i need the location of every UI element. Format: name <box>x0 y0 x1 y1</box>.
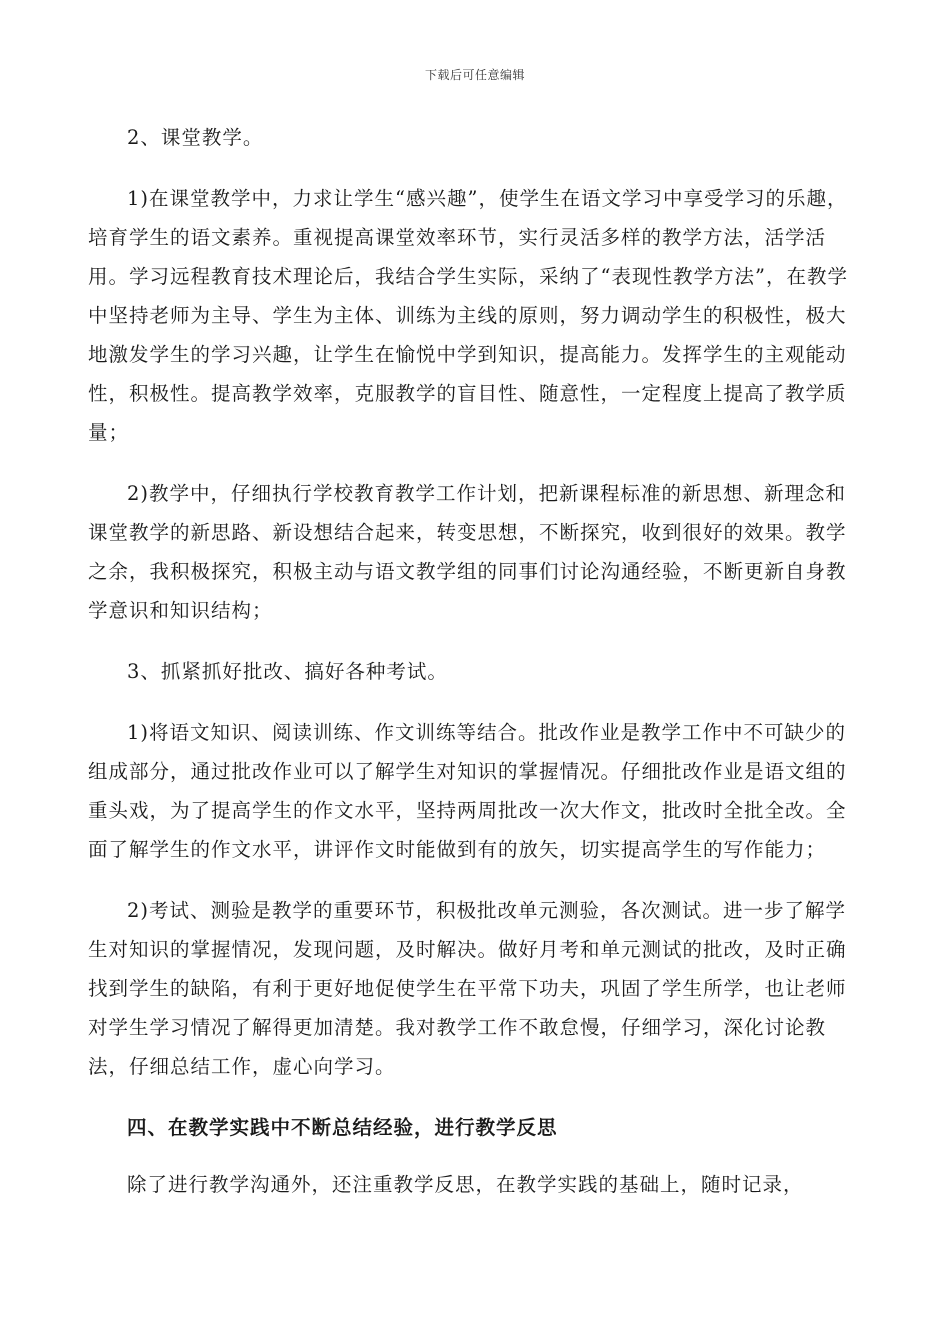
page-header: 下载后可任意编辑 <box>424 68 525 82</box>
body-paragraph: 2)考试、测验是教学的重要环节，积极批改单元测验，各次测试。进一步了解学生对知识的掌握情况，发现问题，及时解决。做好月考和单元测试的批改，及时正确找到学生的缺陷，有利于更好地促使学生在平常下功夫，巩固了学生所学，也让老师对学生学习情况了解得更加清楚。我对教学工作不敢怠慢，仔细学习，深化讨论教法，仔细总结工作，虚心向学习。 <box>88 899 847 1078</box>
subsection-heading: 2、课堂教学。 <box>127 126 264 149</box>
body-paragraph: 1)在课堂教学中，力求让学生“感兴趣”，使学生在语文学习中享受学习的乐趣，培育学生的语文素养。重视提高课堂效率环节，实行灵活多样的教学方法，活学活用。学习远程教育技术理论后，我结合学生实际，采纳了“表现性教学方法”，在教学中坚持老师为主导、学生为主体、训练为主线的原则，努力调动学生的积极性，极大地激发学生的学习兴趣，让学生在愉悦中学到知识，提高能力。发挥学生的主观能动性，积极性。提高教学效率，克服教学的盲目性、随意性，一定程度上提高了教学质量； <box>88 187 848 444</box>
body-paragraph: 除了进行教学沟通外，还注重教学反思，在教学实践的基础上，随时记录， <box>127 1173 804 1196</box>
subsection-heading: 3、抓紧抓好批改、搞好各种考试。 <box>127 660 448 683</box>
body-paragraph: 2)教学中，仔细执行学校教育教学工作计划，把新课程标准的新思想、新理念和课堂教学的新思路、新设想结合起来，转变思想，不断探究，收到很好的效果。教学之余，我积极探究，积极主动与语文教学组的同事们讨论沟通经验，不断更新自身教学意识和知识结构； <box>88 482 847 622</box>
section-heading: 四、在教学实践中不断总结经验，进行教学反思 <box>127 1116 558 1139</box>
body-paragraph: 1)将语文知识、阅读训练、作文训练等结合。批改作业是教学工作中不可缺少的组成部分，通过批改作业可以了解学生对知识的掌握情况。仔细批改作业是语文组的重头戏，为了提高学生的作文水平，坚持两周批改一次大作文，批改时全批全改。全面了解学生的作文水平，讲评作文时能做到有的放矢，切实提高学生的写作能力； <box>88 721 847 861</box>
document-body <box>88 118 848 1204</box>
